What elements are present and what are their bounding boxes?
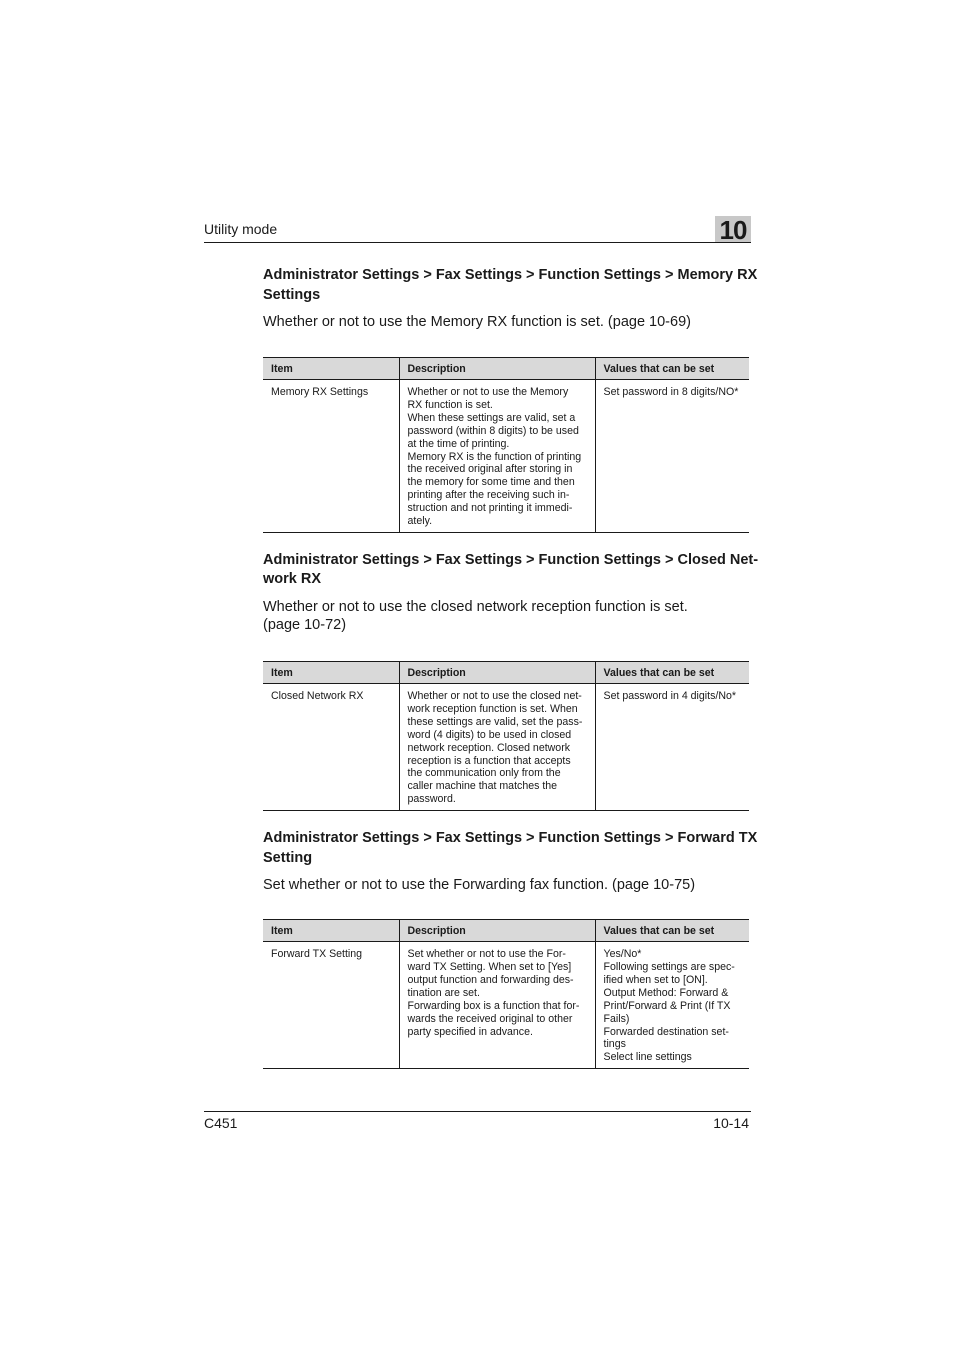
description-cell: Whether or not to use the Memory RX function is set. When these settings are valid, set a password (within 8 digits) to be used at the time of printing. Memory RX is the function of printing the received original after storing in the memory for some time and then printing after the receiving such in- struction and not printing it immedi- ately. [399,380,595,533]
section-title: Administrator Settings > Fax Settings > Function Settings > Closed Net- work RX [263,551,759,588]
values-cell: Set password in 8 digits/NO* [595,380,749,533]
section-forward-tx-setting [263,829,758,1069]
section-intro: Whether or not to use the Memory RX function is set. (page 10-69) [263,314,691,330]
settings-table [263,357,749,533]
chapter-number-badge: 10 [715,216,751,242]
column-header-values: Values that can be set [595,358,749,380]
column-header-values: Values that can be set [595,661,749,683]
page-footer [204,1111,751,1131]
section-intro: Set whether or not to use the Forwarding fax function. (page 10-75) [263,877,696,894]
column-header-description: Description [399,920,595,942]
section-intro: Whether or not to use the closed network reception function is set. (page 10-72) [263,598,688,633]
page-content [263,266,759,1069]
column-header-item: Item [263,358,399,380]
table-header-row [263,920,749,942]
section-name: Utility mode [204,221,278,237]
item-cell: Closed Network RX [263,683,399,810]
item-cell: Forward TX Setting [263,942,399,1069]
description-cell: Whether or not to use the closed net- work reception function is set. When these settings are valid, set the pass- word (4 digits) to be used in closed network reception. Closed network reception is a function that accepts the communication only from the caller machine that matches the password. [399,683,595,810]
table-row [263,683,749,810]
description-cell: Set whether or not to use the For- ward TX Setting. When set to [Yes] output function and forwarding des- tination are set. Forwarding box is a function that for- wards the received original to other party specified in advance. [399,942,595,1069]
column-header-item: Item [263,920,399,942]
item-cell: Memory RX Settings [263,380,399,533]
section-memory-rx [263,266,758,533]
table-header-row [263,358,749,380]
section-closed-network-rx [263,551,759,811]
column-header-description: Description [399,358,595,380]
column-header-item: Item [263,661,399,683]
settings-table [263,661,749,811]
settings-table [263,919,749,1069]
table-row [263,942,749,1069]
table-header-row [263,661,749,683]
values-cell: Set password in 4 digits/No* [595,683,749,810]
page-number: 10-14 [713,1115,749,1131]
column-header-description: Description [399,661,595,683]
section-title: Administrator Settings > Fax Settings > Function Settings > Memory RX Settings [263,267,758,303]
section-title: Administrator Settings > Fax Settings > Function Settings > Forward TX Setting [263,830,758,866]
values-cell: Yes/No* Following settings are spec- ified when set to [ON]. Output Method: Forward & Print/Forward & Print (If TX Fails) Forwarded destination set- tings Select line settings [595,942,749,1069]
table-row [263,380,749,533]
page-header [204,214,751,243]
model-name: C451 [204,1115,238,1131]
column-header-values: Values that can be set [595,920,749,942]
